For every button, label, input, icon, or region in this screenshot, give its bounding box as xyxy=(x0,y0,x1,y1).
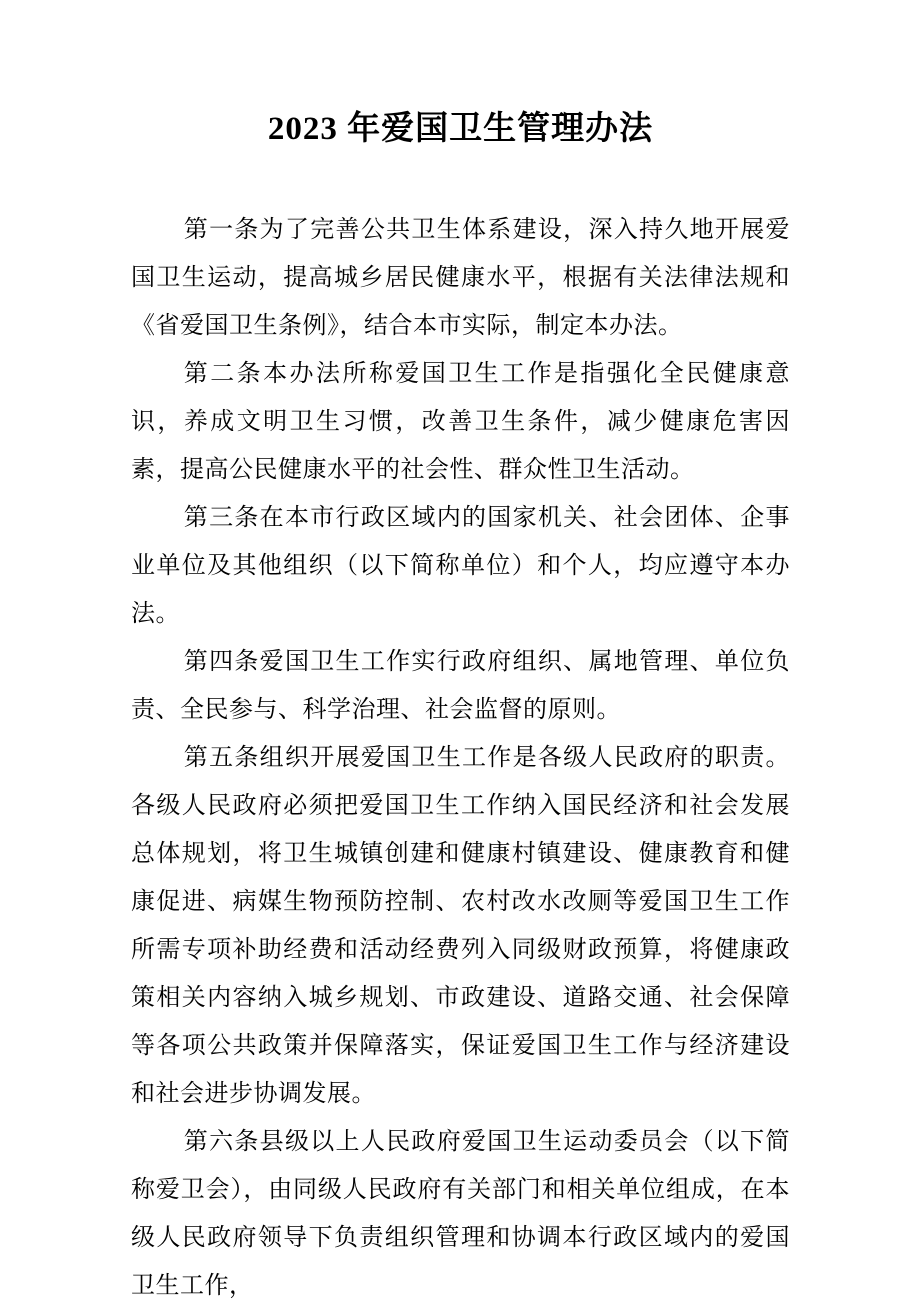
paragraph-article-3: 第三条在本市行政区域内的国家机关、社会团体、企事业单位及其他组织（以下简称单位）和个人，均应遵守本办法。 xyxy=(131,505,790,627)
paragraph-article-2: 第二条本办法所称爱国卫生工作是指强化全民健康意识，养成文明卫生习惯，改善卫生条件，减少健康危害因素，提高公民健康水平的社会性、群众性卫生活动。 xyxy=(131,361,790,483)
document-title: 2023 年爱国卫生管理办法 xyxy=(267,111,654,147)
paragraph-article-4: 第四条爱国卫生工作实行政府组织、属地管理、单位负责、全民参与、科学治理、社会监督的原则。 xyxy=(131,649,790,723)
paragraph-article-5: 第五条组织开展爱国卫生工作是各级人民政府的职责。各级人民政府必须把爱国卫生工作纳入国民经济和社会发展总体规划，将卫生城镇创建和健康村镇建设、健康教育和健康促进、病媒生物预防控制、农村改水改厕等爱国卫生工作所需专项补助经费和活动经费列入同级财政预算，将健康政策相关内容纳入城乡规划、市政建设、道路交通、社会保障等各项公共政策并保障落实，保证爱国卫生工作与经济建设和社会进步协调发展。 xyxy=(131,745,790,1107)
paragraph-article-1: 第一条为了完善公共卫生体系建设，深入持久地开展爱国卫生运动，提高城乡居民健康水平，根据有关法律法规和《省爱国卫生条例》，结合本市实际，制定本办法。 xyxy=(131,217,790,339)
paragraph-article-6: 第六条县级以上人民政府爱国卫生运动委员会（以下简称爱卫会），由同级人民政府有关部门和相关单位组成，在本级人民政府领导下负责组织管理和协调本行政区域内的爱国卫生工作， xyxy=(131,1129,790,1299)
